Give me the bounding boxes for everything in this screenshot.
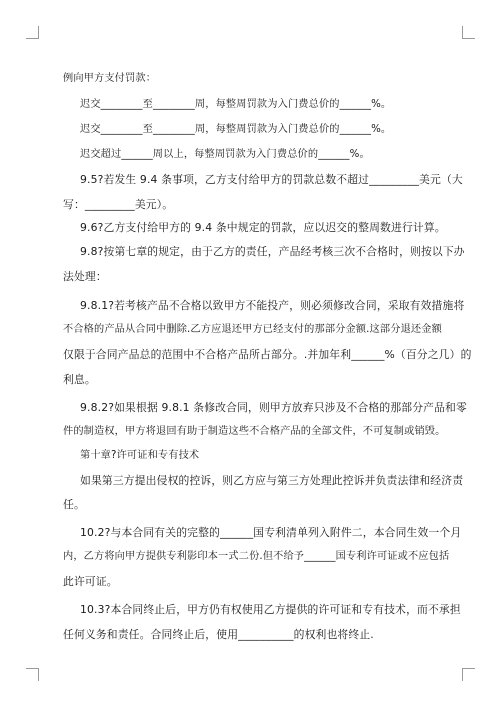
text-line: 9.6?乙方支付给甲方的 9.4 条中规定的罚款，应以迟交的整周数进行计算。 (80, 221, 446, 234)
text-line: 如果第三方提出侵权的控诉，则乙方应与第三方处理此控诉并负责法律和经济责 (80, 474, 464, 487)
text-line: 任。 (63, 498, 85, 511)
text-line: 迟交________至________周，每整周罚款为入门费总价的______%。 (80, 99, 392, 110)
text-line: 迟交________至________周，每整周罚款为入门费总价的______%。 (80, 124, 392, 135)
text-line: 任何义务和责任。合同终止后，使用__________的权利也将终止. (63, 628, 374, 641)
text-line: 内，乙方将向甲方提供专利影印本一式二份.但不给予______国专利许可证或不应包括 (63, 551, 450, 562)
text-line: 例向甲方支付罚款： (63, 73, 157, 84)
text-line: 迟交超过______周以上，每整周罚款为入门费总价的______%。 (80, 149, 370, 160)
text-line: 9.5?若发生 9.4 条事项，乙方支付给甲方的罚款总数不超过_________美元（大 (80, 173, 463, 186)
text-line: 仅限于合同产品总的范围中不合格产品所占部分。.并加年利______%（百分之几）的 (63, 348, 472, 361)
text-line: 不合格的产品从合同中删除.乙方应退还甲方已经支付的那部分金额.这部分退还金额 (63, 324, 442, 335)
text-line: 9.8.2?如果根据 9.8.1 条修改合同，则甲方放弃只涉及不合格的那部分产品和零 (80, 401, 467, 414)
text-line: 9.8?按第七章的规定，由于乙方的责任，产品经考核三次不合格时，则按以下办 (80, 245, 465, 258)
text-line: 利息。 (63, 373, 96, 386)
text-line: 此许可证。 (63, 575, 118, 588)
text-line: 9.8.1?若考核产品不合格以致甲方不能投产，则必须修改合同，采取有效措施将 (80, 299, 465, 312)
text-line: 10.2?与本合同有关的完整的______国专利清单列入附件二，本合同生效一个月 (80, 526, 462, 539)
text-line: 10.3?本合同终止后，甲方仍有权使用乙方提供的许可证和专有技术，而不承担 (80, 603, 461, 616)
text-line: 件的制造权，甲方将退回有助于制造这些不合格产品的全部文件，不可复制或销毁。 (63, 426, 446, 437)
text-line: 写：_________美元）。 (63, 198, 174, 211)
text-line: 第十章?许可证和专有技术 (80, 450, 200, 461)
text-line: 法处理： (63, 270, 107, 283)
